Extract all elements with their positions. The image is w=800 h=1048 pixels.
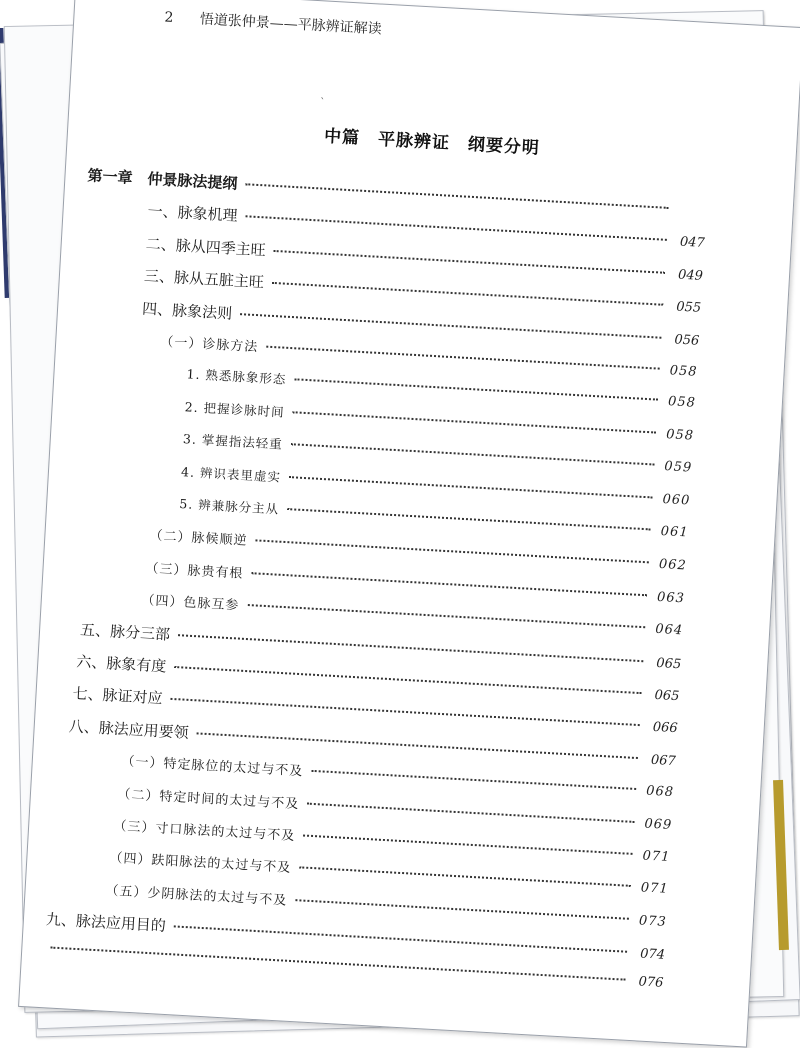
toc-entry-page: 069 xyxy=(644,816,673,833)
dot-leader xyxy=(299,867,631,888)
toc-entry-title: 五、脉分三部 xyxy=(79,620,171,644)
toc-entry-title: （二）特定时间的太过与不及 xyxy=(117,786,300,812)
dot-leader xyxy=(272,282,663,306)
print-mark: ˋ xyxy=(319,97,326,109)
toc-entry-page: 060 xyxy=(662,491,691,509)
toc-entry-page: 047 xyxy=(679,234,706,252)
toc-entry-page: 058 xyxy=(667,394,697,412)
toc-entry-page: 065 xyxy=(655,655,682,672)
toc-entry-title: （五）少阴脉法的太过与不及 xyxy=(105,883,288,909)
dot-leader xyxy=(287,508,651,530)
dot-leader xyxy=(240,313,661,339)
section-title: 中篇 平脉辨证 纲要分明 xyxy=(323,126,541,159)
toc-entry-title: 七、脉证对应 xyxy=(72,684,163,708)
toc-entry-page: 058 xyxy=(665,426,695,444)
toc-entry-page: 049 xyxy=(677,267,704,284)
dot-leader xyxy=(293,411,657,433)
dot-leader xyxy=(274,250,665,274)
toc-entry-title: 3. 掌握指法轻重 xyxy=(182,431,284,452)
toc-entry-title: 5. 辨兼脉分主从 xyxy=(178,496,280,517)
toc-entry-title: 六、脉象有度 xyxy=(75,652,167,676)
toc-entry-title: 九、脉法应用目的 xyxy=(45,910,167,936)
dot-leader xyxy=(289,476,653,498)
toc-entry-title: 一、脉象机理 xyxy=(147,202,239,226)
toc-entry-title: 第一章 仲景脉法提纲 xyxy=(87,166,238,193)
toc-entry-page: 066 xyxy=(652,720,678,737)
toc-entry-title: 2. 把握诊脉时间 xyxy=(184,399,285,420)
toc-entry-title: （一）诊脉方法 xyxy=(159,334,259,356)
dot-leader xyxy=(178,634,643,662)
dot-leader xyxy=(303,834,632,854)
toc-entry-title: （四）趺阳脉法的太过与不及 xyxy=(109,851,292,877)
toc-entry-title: （一）特定脉位的太过与不及 xyxy=(121,754,304,780)
toc-entry-title: 4. 辨识表里虚实 xyxy=(180,463,282,485)
dot-leader xyxy=(255,540,648,564)
running-title: 悟道张仲景——平脉辨证解读 xyxy=(199,11,382,38)
toc-page xyxy=(18,0,800,1048)
toc-entry-page: 061 xyxy=(660,523,689,541)
toc-entry-page: 058 xyxy=(669,363,698,380)
dot-leader xyxy=(251,572,647,596)
toc-entry-page xyxy=(676,213,706,215)
dot-leader xyxy=(295,899,629,920)
toc-entry-page: 056 xyxy=(674,332,700,349)
toc-entry-title: 三、脉从五脏主旺 xyxy=(143,266,265,292)
dot-leader xyxy=(266,346,659,370)
dot-leader xyxy=(245,216,666,242)
toc-entry-title: 二、脉从四季主旺 xyxy=(145,234,267,260)
toc-entry-page: 073 xyxy=(638,913,668,930)
toc-entry-page: 064 xyxy=(654,622,684,639)
dot-leader xyxy=(311,770,636,790)
dot-leader xyxy=(245,183,668,209)
toc-entry-page: 065 xyxy=(654,687,680,705)
toc-entry-page: 055 xyxy=(675,299,702,317)
toc-entry-page: 071 xyxy=(640,880,670,898)
dot-leader xyxy=(174,666,641,694)
toc-entry-title: （三）脉贵有根 xyxy=(145,561,244,582)
toc-entry-title: 1. 熟悉脉象形态 xyxy=(186,366,287,388)
toc-entry-title: （三）寸口脉法的太过与不及 xyxy=(113,818,296,845)
toc-entry-title: （二）脉候顺逆 xyxy=(149,528,248,550)
toc-entry-page: 063 xyxy=(656,589,686,607)
toc-entry-page: 059 xyxy=(663,459,693,476)
toc-entry-title: 四、脉象法则 xyxy=(141,299,233,323)
dot-leader xyxy=(247,604,645,628)
dot-leader xyxy=(294,379,658,401)
page-number: 2 xyxy=(164,9,174,26)
toc-entry-page: 071 xyxy=(642,848,671,865)
dot-leader xyxy=(174,926,627,953)
toc-entry-page: 068 xyxy=(645,783,675,801)
table-of-contents xyxy=(45,163,793,991)
dot-leader xyxy=(170,698,639,726)
dot-leader xyxy=(307,802,634,822)
toc-entry-title: （四）色脉互参 xyxy=(141,593,240,614)
toc-entry-page: 076 xyxy=(638,974,664,991)
toc-entry-page: 067 xyxy=(650,752,677,769)
toc-entry-page: 074 xyxy=(639,946,666,964)
running-header xyxy=(164,6,382,38)
toc-entry-page: 062 xyxy=(658,557,688,574)
dot-leader xyxy=(291,443,655,465)
dot-leader xyxy=(197,732,638,759)
toc-entry-title: 八、脉法应用要领 xyxy=(68,717,190,742)
